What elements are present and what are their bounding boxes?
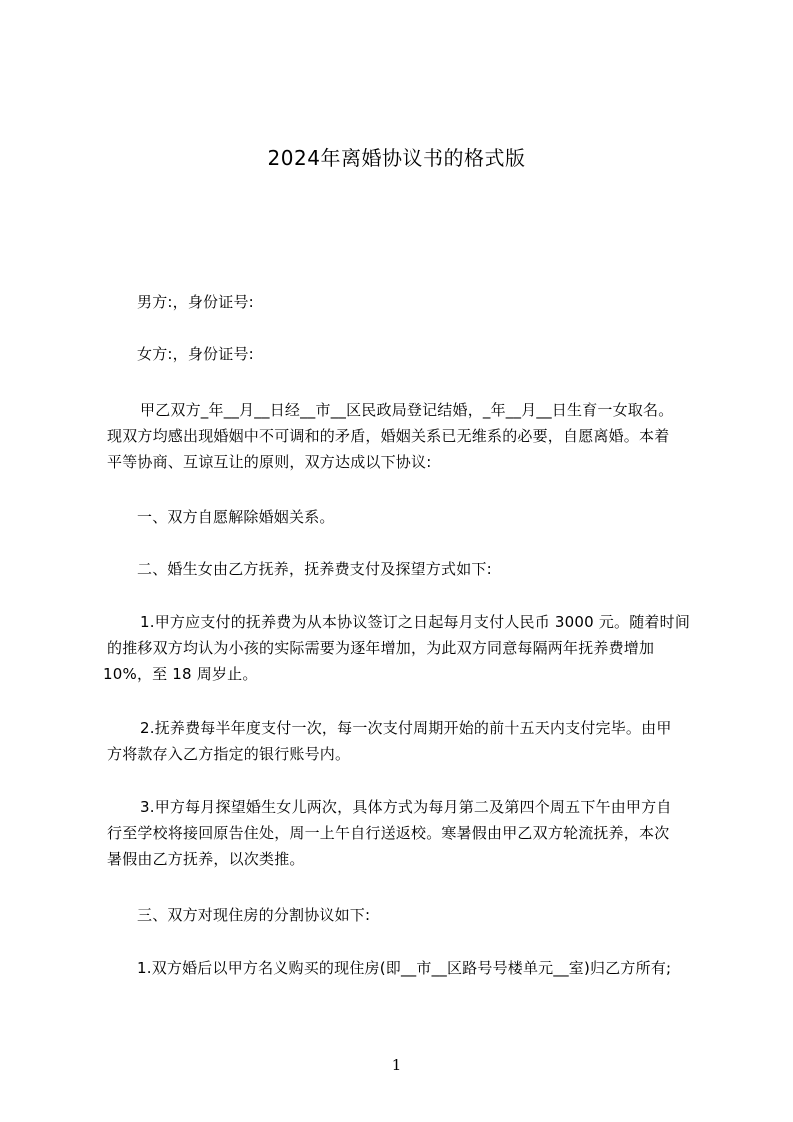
document-title: 2024年离婚协议书的格式版 bbox=[267, 146, 526, 170]
section-heading-1: 一、双方自愿解除婚姻关系。 bbox=[137, 508, 335, 526]
page-number: 1 bbox=[391, 1056, 402, 1074]
clause-2-1-line: 10%，至 18 周岁止。 bbox=[103, 665, 258, 683]
clause-2-3-line: 暑假由乙方抚养，以次类推。 bbox=[107, 850, 305, 868]
clause-3-1-line: 1.双方婚后以甲方名义购买的现住房(即__市__区路号号楼单元__室)归乙方所有; bbox=[137, 959, 672, 977]
clause-2-1-line: 1.甲方应支付的抚养费为从本协议签订之日起每月支付人民币 3000 元。随着时间 bbox=[140, 613, 691, 631]
intro-paragraph-line: 平等协商、互谅互让的原则，双方达成以下协议: bbox=[107, 453, 432, 471]
section-heading-3: 三、双方对现住房的分割协议如下: bbox=[137, 906, 371, 924]
intro-paragraph-line: 甲乙双方_年__月__日经__市__区民政局登记结婚，_年__月__日生育一女取名。 bbox=[140, 401, 674, 419]
clause-2-1-line: 的推移双方均认为小孩的实际需要为逐年增加，为此双方同意每隔两年抚养费增加 bbox=[107, 639, 655, 657]
intro-paragraph-line: 现双方均感出现婚姻中不可调和的矛盾，婚姻关系已无维系的必要，自愿离婚。本着 bbox=[107, 427, 670, 445]
clause-2-2-line: 2.抚养费每半年度支付一次，每一次支付周期开始的前十五天内支付完毕。由甲 bbox=[140, 719, 672, 737]
wife-info-line: 女方:，身份证号: bbox=[137, 345, 254, 363]
section-heading-2: 二、婚生女由乙方抚养，抚养费支付及探望方式如下: bbox=[137, 560, 492, 578]
clause-2-2-line: 方将款存入乙方指定的银行账号内。 bbox=[107, 745, 351, 763]
husband-info-line: 男方:，身份证号: bbox=[137, 293, 254, 311]
clause-2-3-line: 3.甲方每月探望婚生女儿两次，具体方式为每月第二及第四个周五下午由甲方自 bbox=[140, 798, 672, 816]
clause-2-3-line: 行至学校将接回原告住处，周一上午自行送返校。寒暑假由甲乙双方轮流抚养，本次 bbox=[107, 824, 670, 842]
